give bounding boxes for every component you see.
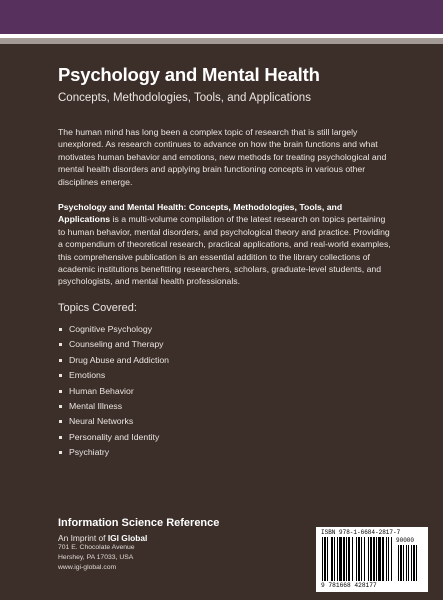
address-line-2: Hershey, PA 17033, USA [58,554,134,561]
topic-item: Cognitive Psychology [58,322,393,337]
topics-list [58,322,393,461]
book-title: Psychology and Mental Health [58,64,320,85]
topics-heading: Topics Covered: [58,301,137,314]
book-subtitle: Concepts, Methodologies, Tools, and Applications [58,92,311,104]
cover-text [58,64,393,461]
topic-item: Counseling and Therapy [58,337,393,352]
topic-item: Human Behavior [58,384,393,399]
description-body: is a multi-volume compilation of the latest research on topics pertaining to human behavior, mental disorders, and psychological theory and practice. Providing a compendium of theoretical research, practical applications, and real-world examples, this comprehensive publication is an essential addition to the library collections of academic institutions benefitting researchers, scholars, graduate-level students, and psychologists, and mental health professionals. [58,214,391,287]
intro-paragraph: The human mind has long been a complex topic of research that is still largely unexplored. As research continues to advance on how the brain functions and what motivates human behavior and emotions, new methods for treating psychological and mental health disorders and applying brain functioning concepts in various other disciplines emerge. [58,127,387,187]
divider-stripe [0,38,443,44]
publisher-name: Information Science Reference [58,517,220,529]
imprint-line [58,533,219,543]
publisher-block [58,517,219,573]
topic-item: Drug Abuse and Addiction [58,353,393,368]
topic-item: Mental Illness [58,399,393,414]
top-color-band [0,0,443,34]
description-paragraph [58,201,393,288]
barcode-number: 9 781668 428177 [321,582,377,589]
topic-item: Psychiatry [58,445,393,460]
barcode-addon-number: 90000 [396,537,415,544]
topic-item: Personality and Identity [58,430,393,445]
description-title: Psychology and Mental Health: Concepts, Methodologies, Tools, and Applications [58,202,343,225]
imprint-name: IGI Global [107,533,148,543]
imprint-prefix: An Imprint of [58,533,108,543]
topic-item: Neural Networks [58,414,393,429]
isbn-text: ISBN 978-1-6684-2817-7 [321,529,401,536]
address-line-1: 701 E. Chocolate Avenue [58,544,135,551]
isbn-barcode [316,527,428,592]
topic-item: Emotions [58,368,393,383]
publisher-website: www.igi-global.com [58,564,117,571]
